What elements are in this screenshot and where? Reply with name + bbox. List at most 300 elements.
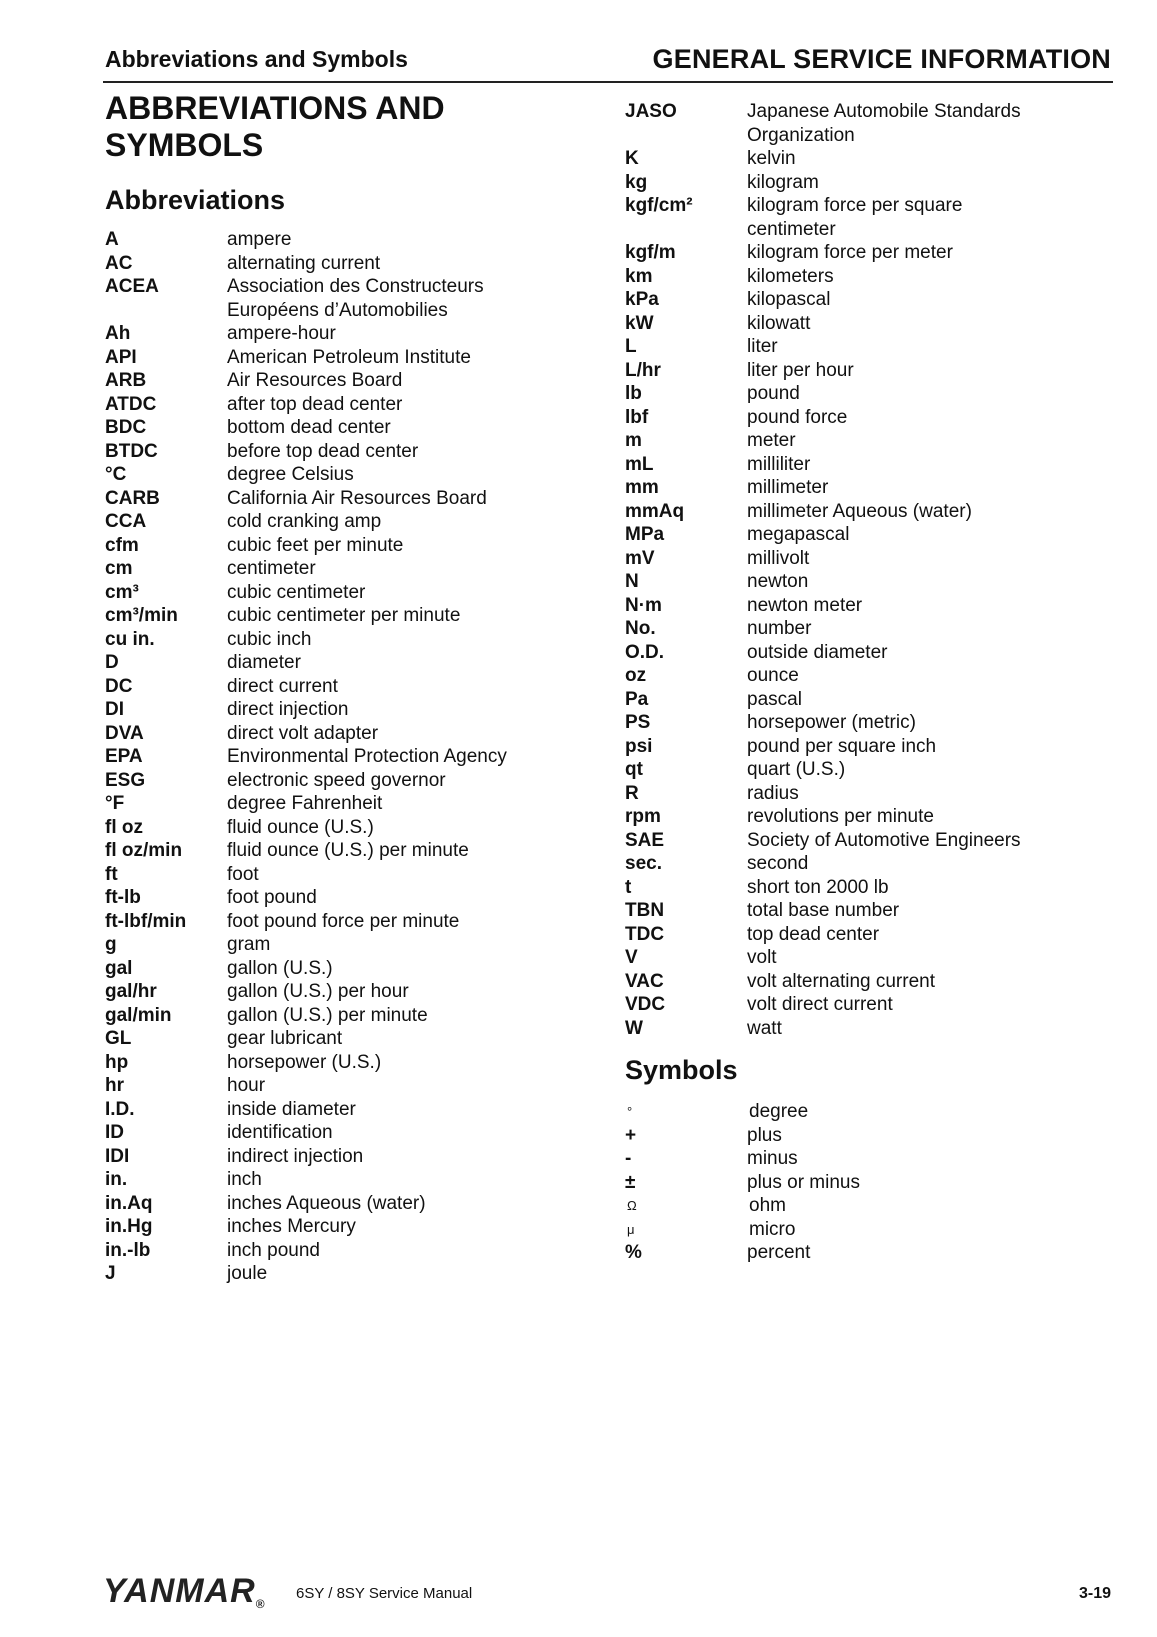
page-number: 3-19 <box>1078 1585 1111 1602</box>
list-item <box>105 628 615 652</box>
right-column <box>625 100 1115 1265</box>
list-item <box>625 335 1115 359</box>
term: sec. <box>625 853 662 874</box>
term: cm³ <box>105 581 139 603</box>
definition-line: cubic centimeter per minute <box>227 605 461 626</box>
list-item <box>625 241 1115 265</box>
definition-line: centimeter <box>747 218 836 240</box>
term: kPa <box>625 289 659 310</box>
definition-line: California Air Resources Board <box>227 487 487 509</box>
term: in.Aq <box>105 1192 153 1214</box>
list-item <box>625 993 1115 1017</box>
definition <box>747 1171 1115 1195</box>
list-item <box>105 816 615 840</box>
definition <box>747 523 1115 547</box>
definition-line: diameter <box>227 652 301 673</box>
definition <box>227 745 615 769</box>
term: MPa <box>625 524 665 545</box>
definition-line: kilowatt <box>747 312 811 334</box>
definition <box>747 782 1115 806</box>
list-item <box>625 312 1115 336</box>
definition <box>227 581 615 605</box>
definition-line: fluid ounce (U.S.) per minute <box>227 840 469 861</box>
definition <box>227 980 615 1004</box>
definition <box>747 500 1115 524</box>
term: GL <box>105 1028 132 1049</box>
term: DC <box>105 675 133 697</box>
term: TDC <box>625 923 665 945</box>
definition-line: millimeter Aqueous (water) <box>747 500 972 522</box>
term: N <box>625 571 639 592</box>
definition <box>227 933 615 957</box>
list-item <box>105 745 615 769</box>
list-item <box>625 594 1115 618</box>
definition-line: meter <box>747 430 796 451</box>
definition-line: foot <box>227 863 259 885</box>
term: ft <box>105 863 118 885</box>
list-item <box>105 886 615 910</box>
definition <box>227 839 615 863</box>
definition <box>227 1262 615 1286</box>
abbreviation-list-left <box>105 228 615 1286</box>
term: ft-lbf/min <box>105 910 187 932</box>
definition-line: liter <box>747 336 778 357</box>
definition-line: cubic centimeter <box>227 581 366 603</box>
definition <box>227 957 615 981</box>
definition <box>749 1194 1115 1218</box>
definition-line: alternating current <box>227 252 381 274</box>
definition-line: degree Celsius <box>227 464 354 485</box>
definition <box>747 100 1115 147</box>
term: W <box>625 1017 643 1039</box>
definition-line: cubic inch <box>227 628 312 650</box>
list-item <box>105 1051 615 1075</box>
page-title-line: SYMBOLS <box>105 127 264 163</box>
term: ° <box>627 1104 633 1119</box>
definition <box>227 346 615 370</box>
definition-line: after top dead center <box>227 393 403 415</box>
definition <box>227 910 615 934</box>
term: TBN <box>625 900 665 921</box>
definition <box>227 416 615 440</box>
term: °F <box>105 793 125 814</box>
term: BDC <box>105 417 147 438</box>
term: mL <box>625 453 654 475</box>
definition <box>747 359 1115 383</box>
list-item <box>625 805 1115 829</box>
definition <box>747 241 1115 265</box>
definition-line: pound per square inch <box>747 735 937 757</box>
list-item <box>625 100 1115 147</box>
definition-line: inches Mercury <box>227 1216 356 1237</box>
term: I.D. <box>105 1098 135 1120</box>
definition <box>747 711 1115 735</box>
abbreviations-heading: Abbreviations <box>105 185 286 215</box>
list-item <box>105 322 615 346</box>
term: oz <box>625 665 647 686</box>
term: No. <box>625 618 656 639</box>
list-item <box>105 1168 615 1192</box>
definition <box>747 876 1115 900</box>
definition <box>227 1098 615 1122</box>
term: CARB <box>105 487 160 509</box>
definition-line: quart (U.S.) <box>747 759 846 780</box>
term: N·m <box>625 594 662 616</box>
definition-line: revolutions per minute <box>747 806 934 827</box>
list-item <box>105 698 615 722</box>
definition <box>747 993 1115 1017</box>
term: hr <box>105 1075 124 1096</box>
definition-line: volt <box>747 947 777 968</box>
list-item <box>105 1074 615 1098</box>
list-item <box>105 393 615 417</box>
definition <box>227 510 615 534</box>
definition <box>749 1100 1115 1124</box>
term: Pa <box>625 688 649 710</box>
term: psi <box>625 735 653 757</box>
list-item <box>105 1239 615 1263</box>
definition <box>227 863 615 887</box>
list-item <box>625 1017 1115 1041</box>
list-item <box>625 476 1115 500</box>
definition-line: kelvin <box>747 148 796 169</box>
definition <box>227 369 615 393</box>
term: m <box>625 430 642 451</box>
definition-line: kilogram force per square <box>747 195 963 216</box>
term: CCA <box>105 511 147 532</box>
term: IDI <box>105 1145 130 1167</box>
list-item <box>625 758 1115 782</box>
term: AC <box>105 252 133 274</box>
definition-line: plus <box>747 1124 782 1146</box>
term: R <box>625 782 639 804</box>
definition <box>227 463 615 487</box>
list-item <box>625 547 1115 571</box>
definition <box>227 1121 615 1145</box>
definition <box>747 1017 1115 1041</box>
definition-line: fluid ounce (U.S.) <box>227 816 374 838</box>
definition <box>227 487 615 511</box>
list-item <box>105 1262 615 1286</box>
definition <box>747 476 1115 500</box>
definition-line: ampere-hour <box>227 323 336 344</box>
definition-line: centimeter <box>227 558 316 579</box>
definition-line: gallon (U.S.) <box>227 957 333 979</box>
term: °C <box>105 464 127 485</box>
term: L/hr <box>625 359 661 381</box>
definition-line: volt alternating current <box>747 970 935 992</box>
term: kg <box>625 171 648 193</box>
list-item <box>625 1171 1115 1195</box>
term: in.-lb <box>105 1239 151 1261</box>
list-item <box>625 1124 1115 1148</box>
definition <box>747 1241 1115 1265</box>
list-item <box>625 782 1115 806</box>
term: O.D. <box>625 641 665 663</box>
term: EPA <box>105 746 143 767</box>
definition-line: direct current <box>227 675 338 697</box>
definition <box>747 617 1115 641</box>
definition <box>747 453 1115 477</box>
definition-line: inch pound <box>227 1239 320 1261</box>
term: mm <box>625 477 659 498</box>
list-item <box>625 288 1115 312</box>
definition-line: cubic feet per minute <box>227 534 404 556</box>
list-item <box>625 876 1115 900</box>
list-item <box>105 1145 615 1169</box>
list-item <box>625 406 1115 430</box>
definition-line: pascal <box>747 688 802 710</box>
definition-line: second <box>747 853 809 874</box>
term: L <box>625 336 637 357</box>
definition <box>227 769 615 793</box>
list-item <box>105 228 615 252</box>
term: kgf/cm² <box>625 195 693 216</box>
definition-line: megapascal <box>747 524 850 545</box>
list-item <box>625 453 1115 477</box>
left-column <box>105 90 615 1286</box>
term: cm³/min <box>105 605 178 626</box>
definition-line: top dead center <box>747 923 880 945</box>
definition-line: American Petroleum Institute <box>227 346 471 368</box>
term: qt <box>625 759 643 780</box>
list-item <box>625 711 1115 735</box>
definition <box>227 1192 615 1216</box>
term: J <box>105 1263 116 1284</box>
definition <box>227 1004 615 1028</box>
list-item <box>105 604 615 628</box>
list-item <box>625 382 1115 406</box>
definition-line: inches Aqueous (water) <box>227 1192 426 1214</box>
definition <box>227 604 615 628</box>
list-item <box>625 194 1115 241</box>
definition-line: identification <box>227 1122 333 1143</box>
definition-line: bottom dead center <box>227 417 391 438</box>
term: cu in. <box>105 628 155 650</box>
definition-line: ounce <box>747 665 799 686</box>
list-item <box>625 147 1115 171</box>
term: gal <box>105 957 133 979</box>
page-title-line: ABBREVIATIONS AND <box>105 90 445 126</box>
term: DI <box>105 699 124 720</box>
symbol-list <box>625 1100 1115 1265</box>
term: cfm <box>105 534 139 556</box>
definition <box>747 805 1115 829</box>
definition-line: cold cranking amp <box>227 511 382 532</box>
definition <box>747 923 1115 947</box>
definition <box>227 628 615 652</box>
logo-text: YANMAR <box>103 1572 256 1610</box>
list-item <box>105 1192 615 1216</box>
definition-line: radius <box>747 782 799 804</box>
definition <box>747 429 1115 453</box>
definition <box>227 228 615 252</box>
definition-line: electronic speed governor <box>227 769 446 791</box>
definition <box>747 147 1115 171</box>
term: VDC <box>625 994 666 1015</box>
definition <box>747 758 1115 782</box>
list-item <box>105 933 615 957</box>
term: - <box>625 1148 632 1169</box>
definition <box>747 852 1115 876</box>
term: gal/min <box>105 1004 172 1026</box>
term: Ah <box>105 323 131 344</box>
term: DVA <box>105 722 144 744</box>
definition <box>749 1218 1115 1242</box>
definition <box>747 594 1115 618</box>
definition-line: kilogram <box>747 171 819 193</box>
list-item <box>105 275 615 322</box>
list-item <box>625 359 1115 383</box>
definition-line: inside diameter <box>227 1098 356 1120</box>
definition-line: direct volt adapter <box>227 722 379 744</box>
definition-line: direct injection <box>227 699 349 720</box>
definition-line: gear lubricant <box>227 1028 343 1049</box>
definition <box>747 829 1115 853</box>
list-item <box>625 523 1115 547</box>
term: BTDC <box>105 440 158 462</box>
definition-line: Association des Constructeurs <box>227 276 484 297</box>
definition-line: Society of Automotive Engineers <box>747 829 1021 851</box>
definition <box>747 382 1115 406</box>
manual-title: 6SY / 8SY Service Manual <box>296 1585 473 1602</box>
definition-line: degree Fahrenheit <box>227 793 383 814</box>
list-item <box>105 1121 615 1145</box>
list-item <box>625 970 1115 994</box>
definition-line: percent <box>747 1242 811 1263</box>
definition <box>747 946 1115 970</box>
definition <box>227 1239 615 1263</box>
definition-line: short ton 2000 lb <box>747 876 889 898</box>
definition-line: number <box>747 618 812 639</box>
list-item <box>105 534 615 558</box>
definition-line: kilopascal <box>747 289 831 310</box>
definition-line: ohm <box>749 1195 786 1216</box>
list-item <box>625 735 1115 759</box>
list-item <box>105 1004 615 1028</box>
definition-line: foot pound force per minute <box>227 910 460 932</box>
definition-line: gallon (U.S.) per hour <box>227 981 409 1002</box>
list-item <box>105 487 615 511</box>
definition-line: horsepower (U.S.) <box>227 1051 382 1073</box>
list-item <box>105 722 615 746</box>
list-item <box>625 1241 1115 1265</box>
definition-line: gram <box>227 934 271 955</box>
definition-line: degree <box>749 1101 809 1122</box>
list-item <box>105 957 615 981</box>
symbols-heading: Symbols <box>625 1055 738 1085</box>
list-item <box>105 369 615 393</box>
definition-line: millivolt <box>747 547 810 569</box>
term: K <box>625 148 639 169</box>
definition <box>227 1051 615 1075</box>
term: SAE <box>625 829 665 851</box>
term: lb <box>625 383 642 404</box>
term: gal/hr <box>105 981 157 1002</box>
definition-line: watt <box>747 1017 782 1039</box>
definition-line: pound <box>747 383 800 404</box>
term: ACEA <box>105 276 159 297</box>
term: mV <box>625 547 655 569</box>
list-item <box>105 463 615 487</box>
definition-line: kilogram force per meter <box>747 242 953 263</box>
definition-line: Environmental Protection Agency <box>227 746 507 767</box>
definition <box>747 312 1115 336</box>
definition-line: outside diameter <box>747 641 888 663</box>
term: kgf/m <box>625 242 676 263</box>
definition <box>227 1168 615 1192</box>
definition <box>227 1027 615 1051</box>
definition <box>747 570 1115 594</box>
list-item <box>105 1027 615 1051</box>
list-item <box>625 265 1115 289</box>
list-item <box>625 899 1115 923</box>
registered-mark: ® <box>255 1597 266 1611</box>
list-item <box>625 429 1115 453</box>
running-header-chapter: GENERAL SERVICE INFORMATION <box>652 44 1111 74</box>
list-item <box>105 1215 615 1239</box>
definition <box>227 252 615 276</box>
definition <box>227 557 615 581</box>
list-item <box>625 688 1115 712</box>
definition-line: Japanese Automobile Standards <box>747 101 1021 122</box>
list-item <box>105 769 615 793</box>
definition-line: total base number <box>747 900 900 921</box>
definition <box>227 534 615 558</box>
definition <box>227 698 615 722</box>
list-item <box>625 852 1115 876</box>
list-item <box>625 1100 1115 1124</box>
definition <box>227 1215 615 1239</box>
term: ID <box>105 1122 124 1143</box>
term: JASO <box>625 101 677 122</box>
yanmar-logo <box>103 1572 266 1611</box>
list-item <box>105 839 615 863</box>
definition-line: Européens d’Automobilies <box>227 299 448 321</box>
term: in.Hg <box>105 1216 153 1237</box>
definition <box>747 664 1115 688</box>
list-item <box>625 641 1115 665</box>
term: PS <box>625 712 651 733</box>
list-item <box>105 651 615 675</box>
list-item <box>625 617 1115 641</box>
definition <box>747 335 1115 359</box>
term: fl oz <box>105 816 143 838</box>
definition-line: indirect injection <box>227 1145 364 1167</box>
definition-line: milliliter <box>747 453 811 475</box>
list-item <box>105 910 615 934</box>
list-item <box>625 171 1115 195</box>
list-item <box>625 1218 1115 1242</box>
list-item <box>105 980 615 1004</box>
definition-line: millimeter <box>747 477 829 498</box>
definition <box>227 322 615 346</box>
term: ft-lb <box>105 887 141 908</box>
term: g <box>105 934 117 955</box>
definition <box>747 288 1115 312</box>
term: A <box>105 229 119 250</box>
list-item <box>625 664 1115 688</box>
term: fl oz/min <box>105 840 183 861</box>
definition-line: horsepower (metric) <box>747 712 916 733</box>
definition-line: foot pound <box>227 887 317 908</box>
term: ATDC <box>105 393 157 415</box>
list-item <box>105 675 615 699</box>
term: in. <box>105 1169 128 1190</box>
definition <box>227 816 615 840</box>
list-item <box>105 416 615 440</box>
definition <box>227 393 615 417</box>
